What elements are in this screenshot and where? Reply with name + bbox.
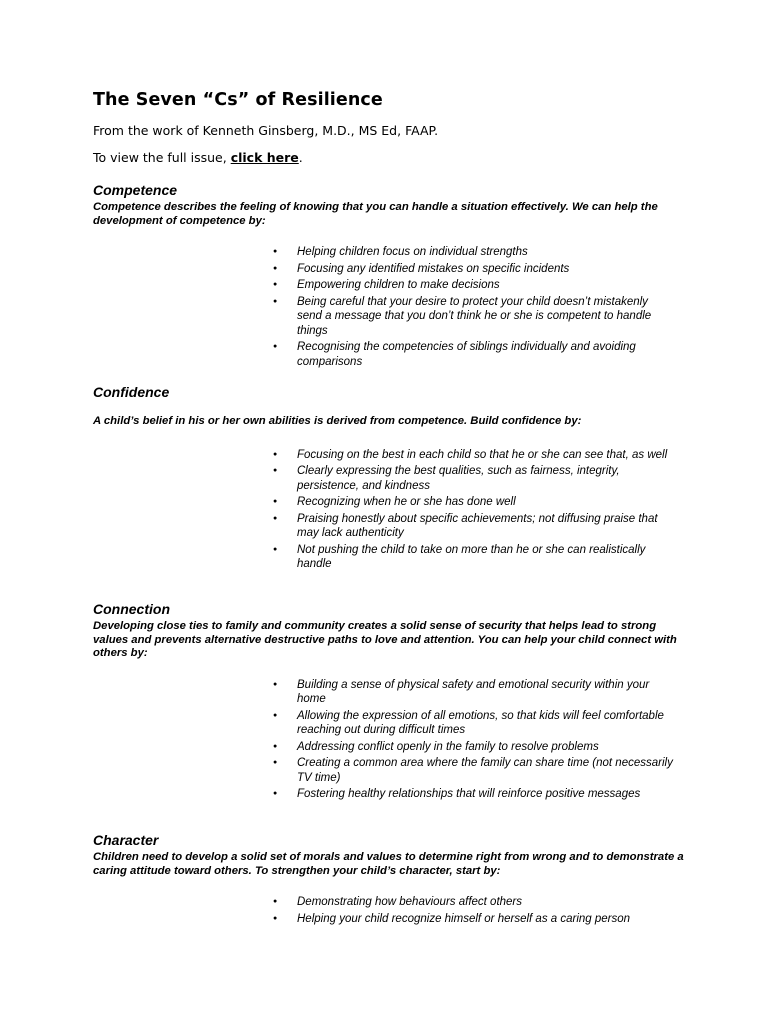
section-intro: Competence describes the feeling of knowing that you can handle a situation effectively. We can help the development of competence by: (93, 201, 658, 227)
bullet-item: ● Building a sense of physical safety and emotional security within your home (273, 678, 673, 707)
section-intro: Children need to develop a solid set of morals and values to determine right from wrong and to demonstrate a caring attitude toward others. To strengthen your child’s character, start by: (93, 851, 684, 877)
bullet-list (273, 448, 673, 572)
bullet-item: ● Focusing any identified mistakes on specific incidents (273, 262, 673, 277)
bullet-item: ● Not pushing the child to take on more than he or she can realistically handle (273, 543, 673, 572)
bullet-list (273, 895, 673, 926)
view-prefix: To view the full issue, (93, 150, 231, 165)
section-intro: Developing close ties to family and community creates a solid sense of security that helps lead to strong values and prevents alternative destructive paths to love and attention. You can help your child connect with others by: (93, 620, 677, 659)
section-heading: Connection (93, 601, 170, 617)
bullet-list (273, 245, 673, 369)
click-here-link[interactable]: click here (230, 150, 299, 165)
section-connection (93, 601, 693, 804)
section-character (93, 832, 693, 928)
bullet-item: ● Focusing on the best in each child so that he or she can see that, as well (273, 448, 673, 463)
section-intro: A child’s belief in his or her own abilities is derived from competence. Build confidence by: (93, 415, 582, 427)
bullet-item: ● Allowing the expression of all emotions, so that kids will feel comfortable reaching out during difficult times (273, 709, 673, 738)
bullet-item: ● Addressing conflict openly in the family to resolve problems (273, 740, 673, 755)
bullet-item: ● Fostering healthy relationships that will reinforce positive messages (273, 787, 673, 802)
bullet-item: ● Recognising the competencies of siblings individually and avoiding comparisons (273, 340, 673, 369)
bullet-item: ● Praising honestly about specific achievements; not diffusing praise that may lack authenticity (273, 512, 673, 541)
author-line: From the work of Kenneth Ginsberg, M.D., MS Ed, FAAP. (93, 123, 439, 138)
section-heading: Confidence (93, 384, 170, 400)
view-suffix: . (298, 150, 303, 165)
bullet-item: ● Being careful that your desire to protect your child doesn’t mistakenly send a message that you don’t think he or she is competent to handle things (273, 295, 673, 339)
bullet-item: ● Clearly expressing the best qualities, such as fairness, integrity, persistence, and kindness (273, 464, 673, 493)
section-heading: Competence (93, 182, 178, 198)
section-competence (93, 182, 693, 371)
bullet-item: ● Creating a common area where the family can share time (not necessarily TV time) (273, 756, 673, 785)
section-heading: Character (93, 832, 159, 848)
page-title: The Seven “Cs” of Resilience (93, 90, 383, 110)
view-full-issue-line (93, 150, 303, 165)
bullet-item: ● Demonstrating how behaviours affect others (273, 895, 673, 910)
bullet-item: ● Recognizing when he or she has done well (273, 495, 673, 510)
section-confidence (93, 384, 693, 574)
bullet-item: ● Helping your child recognize himself or herself as a caring person (273, 912, 673, 927)
bullet-item: ● Empowering children to make decisions (273, 278, 673, 293)
bullet-list (273, 678, 673, 802)
bullet-item: ● Helping children focus on individual strengths (273, 245, 673, 260)
